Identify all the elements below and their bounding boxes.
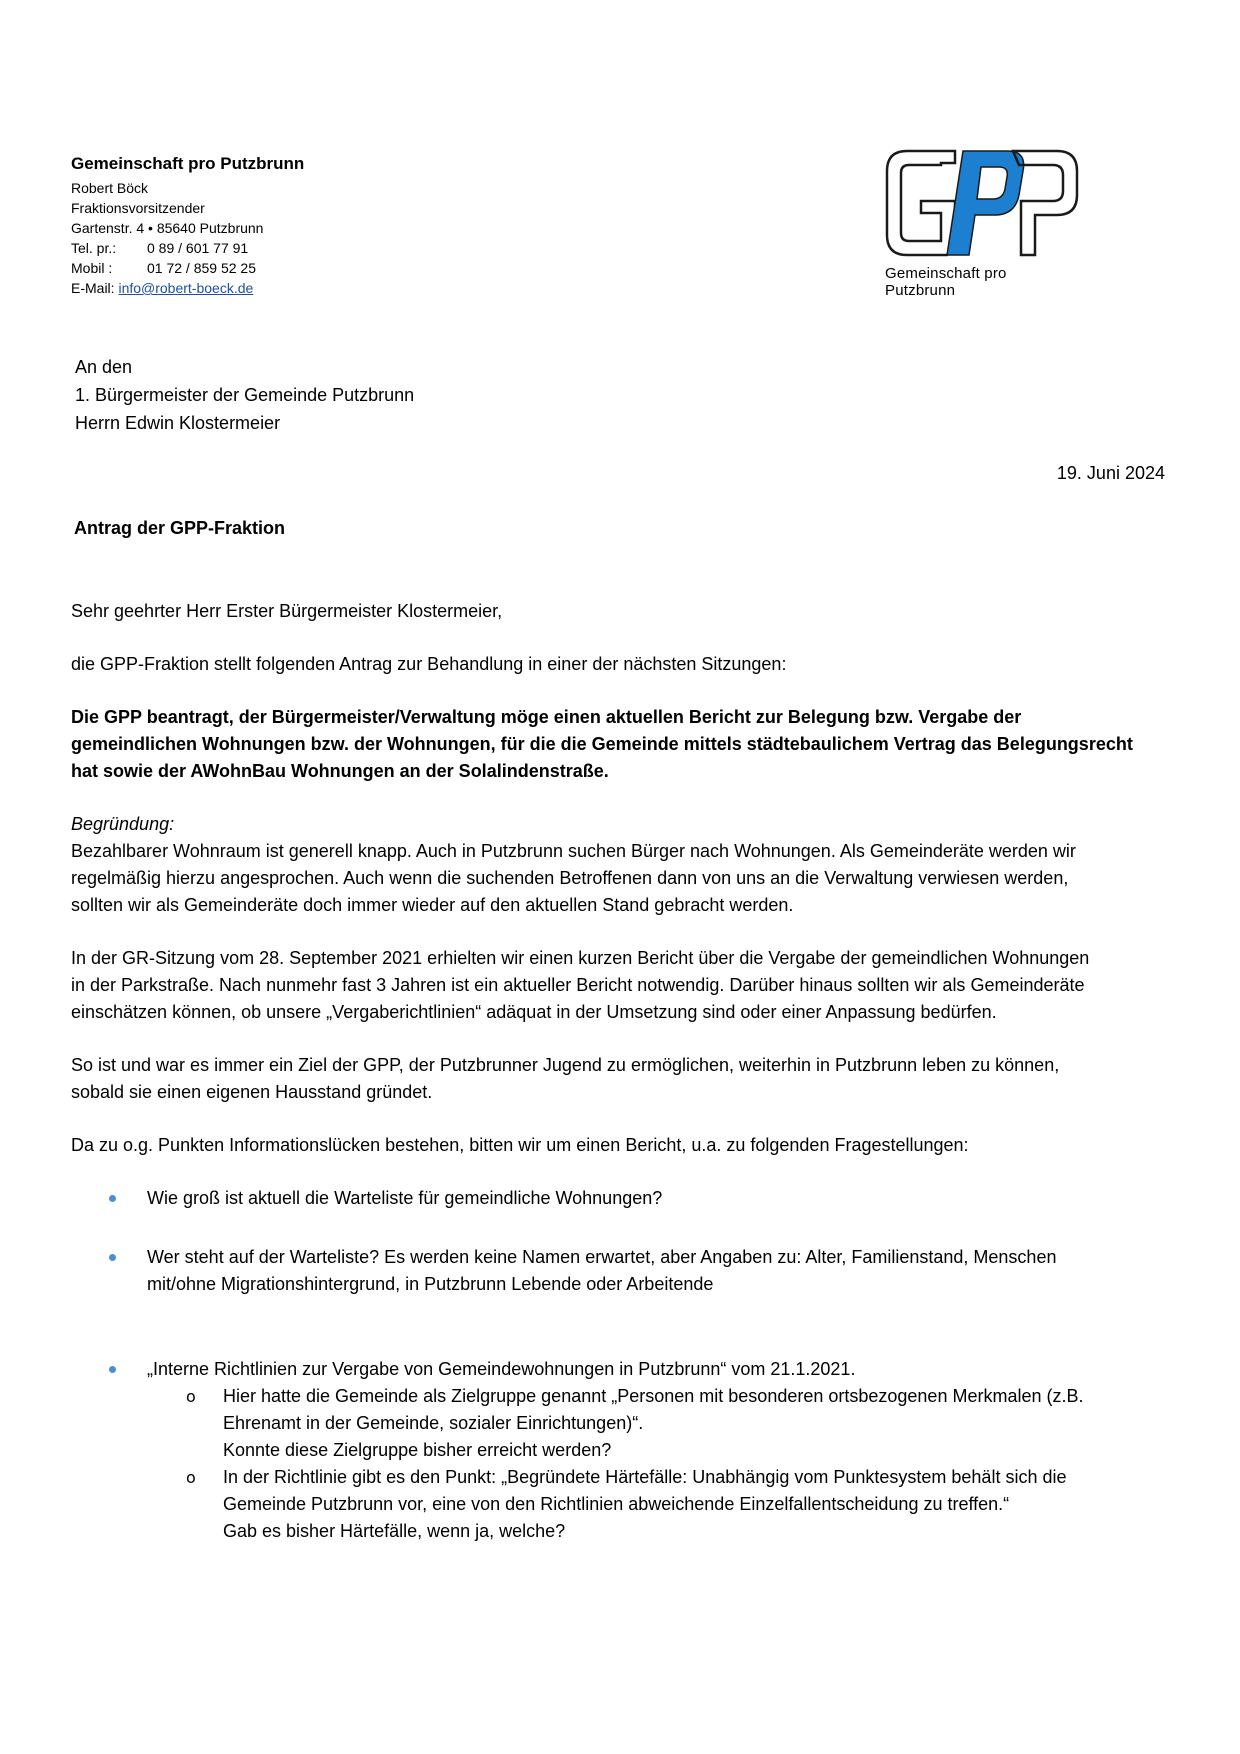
sender-mobile-row	[71, 258, 304, 278]
question-text: Wie groß ist aktuell die Warteliste für gemeindliche Wohnungen?	[147, 1188, 663, 1208]
reason-line: So ist und war es immer ein Ziel der GPP, der Putzbrunner Jugend zu ermöglichen, weiterhin in Putzbrunn leben zu können,	[71, 1055, 1060, 1075]
question-list	[71, 1185, 1171, 1545]
email-link[interactable]: info@robert-boeck.de	[118, 280, 254, 296]
list-item	[71, 1185, 1171, 1212]
circle-bullet-icon: o	[186, 1387, 196, 1406]
list-item	[71, 1356, 1171, 1545]
question-text: Wer steht auf der Warteliste? Es werden keine Namen erwartet, aber Angaben zu: Alter, Familienstand, Menschen	[147, 1247, 1057, 1267]
reason-line: sollten wir als Gemeinderäte doch immer wieder auf den aktuellen Stand gebracht werden.	[71, 895, 794, 915]
mobile-number: 01 72 / 859 52 25	[147, 260, 256, 276]
reason-line: sobald sie einen eigenen Hausstand gründet.	[71, 1082, 433, 1102]
sub-question-text: Konnte diese Zielgruppe bisher erreicht werden?	[223, 1440, 612, 1460]
email-label: E-Mail:	[71, 280, 115, 296]
sub-question-list	[147, 1383, 1171, 1545]
reason-line: In der GR-Sitzung vom 28. September 2021 erhielten wir einen kurzen Bericht über die Vergabe der gemeindlichen Wohnungen	[71, 948, 1090, 968]
reason-paragraph-3	[71, 1052, 1171, 1106]
list-item	[71, 1244, 1171, 1298]
question-text: mit/ohne Migrationshintergrund, in Putzbrunn Lebende oder Arbeitende	[147, 1274, 714, 1294]
reason-paragraph-2	[71, 945, 1171, 1026]
reason-paragraph-1	[71, 811, 1171, 919]
reason-paragraph-4: Da zu o.g. Punkten Informationslücken bestehen, bitten wir um einen Bericht, u.a. zu folgenden Fragestellungen:	[71, 1135, 969, 1155]
reason-line: Bezahlbarer Wohnraum ist generell knapp. Auch in Putzbrunn suchen Bürger nach Wohnungen. Als Gemeinderäte werden wir	[71, 841, 1076, 861]
reason-line: in der Parkstraße. Nach nunmehr fast 3 Jahren ist ein aktueller Bericht notwendig. Darüber hinaus sollten wir als Gemeinderäte	[71, 975, 1085, 995]
sub-question-text: Ehrenamt in der Gemeinde, sozialer Einrichtungen)“.	[223, 1413, 644, 1433]
request-line: Die GPP beantragt, der Bürgermeister/Verwaltung möge einen aktuellen Bericht zur Belegung bzw. Vergabe der	[71, 707, 1022, 727]
salutation: Sehr geehrter Herr Erster Bürgermeister Klostermeier,	[71, 601, 503, 621]
phone-number: 0 89 / 601 77 91	[147, 240, 249, 256]
reason-line: einschätzen können, ob unsere „Vergaberichtlinien“ adäquat in der Umsetzung sind oder einer Anpassung bedürfen.	[71, 1002, 997, 1022]
sub-list-item	[147, 1383, 1171, 1464]
sub-question-text: Gab es bisher Härtefälle, wenn ja, welche?	[223, 1521, 566, 1541]
bullet-icon	[109, 1366, 116, 1373]
bullet-icon	[109, 1195, 116, 1202]
sub-question-text: Gemeinde Putzbrunn vor, eine von den Richtlinien abweichende Einzelfallentscheidung zu treffen.“	[223, 1494, 1010, 1514]
logo-letter-p-blue	[947, 151, 1024, 255]
letter-body	[71, 598, 1171, 1545]
recipient-line: Herrn Edwin Klostermeier	[75, 413, 281, 433]
request-line: hat sowie der AWohnBau Wohnungen an der Solalindenstraße.	[71, 761, 609, 781]
mobile-label: Mobil :	[71, 260, 113, 276]
phone-label: Tel. pr.:	[71, 240, 117, 256]
sender-role: Fraktionsvorsitzender	[71, 200, 205, 216]
bullet-icon	[109, 1254, 116, 1261]
sender-name: Robert Böck	[71, 180, 149, 196]
reason-line: regelmäßig hierzu angesprochen. Auch wenn die suchenden Betroffenen dann von uns an die Verwaltung verwiesen werden,	[71, 868, 1069, 888]
recipient-block	[75, 353, 414, 437]
logo-letter-g	[887, 151, 955, 255]
circle-bullet-icon: o	[186, 1468, 196, 1487]
request-line: gemeindlichen Wohnungen bzw. der Wohnungen, für die die Gemeinde mittels städtebaulichem Vertrag das Belegungsrecht	[71, 734, 1133, 754]
logo-caption: Gemeinschaft pro Putzbrunn	[885, 265, 1007, 299]
sub-question-text: Hier hatte die Gemeinde als Zielgruppe genannt „Personen mit besonderen ortsbezogenen Merkmalen (z.B.	[223, 1386, 1084, 1406]
sender-email-row	[71, 278, 304, 298]
request-paragraph	[71, 704, 1171, 785]
letter-date: 19. Juni 2024	[1056, 463, 1165, 483]
recipient-line: An den	[75, 357, 133, 377]
letter-subject: Antrag der GPP-Fraktion	[74, 518, 286, 538]
sender-phone-row	[71, 238, 304, 258]
recipient-line: 1. Bürgermeister der Gemeinde Putzbrunn	[75, 385, 415, 405]
sender-address: Gartenstr. 4 • 85640 Putzbrunn	[71, 220, 264, 236]
sub-list-item	[147, 1464, 1171, 1545]
intro-paragraph: die GPP-Fraktion stellt folgenden Antrag zur Behandlung in einer der nächsten Sitzungen:	[71, 654, 787, 674]
sub-question-text: In der Richtlinie gibt es den Punkt: „Begründete Härtefälle: Unabhängig vom Punktesystem behält sich die	[223, 1467, 1067, 1487]
question-text: „Interne Richtlinien zur Vergabe von Gemeindewohnungen in Putzbrunn“ vom 21.1.2021.	[147, 1359, 856, 1379]
sender-block	[71, 152, 304, 298]
sender-organization: Gemeinschaft pro Putzbrunn	[71, 154, 305, 173]
reason-label: Begründung:	[71, 814, 175, 834]
